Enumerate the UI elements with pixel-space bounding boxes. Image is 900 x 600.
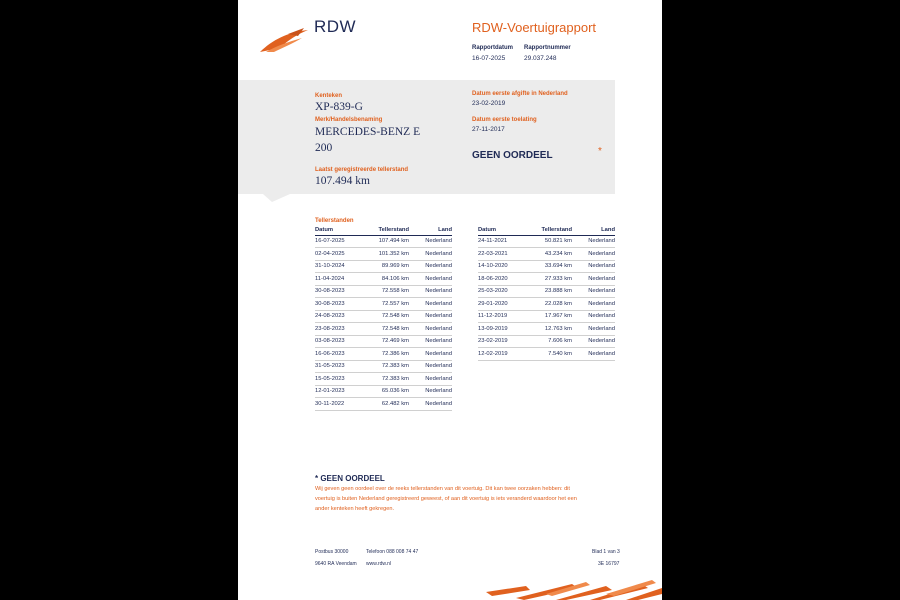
note-line1: Wij geven geen oordeel over de reeks tellerstanden van dit voertuig. Dit kan twee oorzaken hebben: dit [315,486,570,492]
report-date-label: Rapportdatum [472,45,513,51]
row-date: 12-02-2019 [478,348,532,361]
report-page [238,0,662,600]
footer-website: www.rdw.nl [366,561,392,567]
row-country: Nederland [409,385,452,398]
row-reading: 43.234 km [532,248,572,261]
footer-code: 3E 16797 [598,561,620,567]
row-country: Nederland [409,373,452,386]
row-reading: 72.548 km [369,310,409,323]
row-country: Nederland [572,273,615,286]
row-reading: 72.386 km [369,348,409,361]
row-reading: 72.383 km [369,360,409,373]
row-date: 23-02-2019 [478,335,532,348]
box-corner-fold [260,190,290,202]
rdw-logo-icon [258,26,310,54]
table-row [478,323,615,336]
table-row [315,310,452,323]
row-country: Nederland [409,273,452,286]
col-date: Datum [478,227,532,235]
report-number-label: Rapportnummer [524,45,571,51]
table-row [478,248,615,261]
row-date: 25-03-2020 [478,285,532,298]
row-date: 29-01-2020 [478,298,532,311]
col-country: Land [409,227,452,235]
col-country: Land [572,227,615,235]
row-reading: 62.482 km [369,398,409,411]
row-date: 11-12-2019 [478,310,532,323]
row-reading: 22.028 km [532,298,572,311]
col-reading: Tellerstand [532,227,572,235]
row-country: Nederland [409,248,452,261]
table-row [315,235,452,248]
row-date: 11-04-2024 [315,273,369,286]
box-edge [238,80,263,194]
verdict: GEEN OORDEEL [472,150,553,161]
plate-value: XP-839-G [315,101,363,113]
row-country: Nederland [409,285,452,298]
row-reading: 89.969 km [369,260,409,273]
row-date: 14-10-2020 [478,260,532,273]
row-date: 30-08-2023 [315,298,369,311]
table-row [315,273,452,286]
readings-table-left [315,227,452,411]
row-country: Nederland [409,310,452,323]
row-reading: 23.888 km [532,285,572,298]
make-label: Merk/Handelsbenaming [315,117,383,123]
row-reading: 72.548 km [369,323,409,336]
plate-label: Kenteken [315,93,343,99]
row-country: Nederland [409,348,452,361]
table-row [478,235,615,248]
row-reading: 7.606 km [532,335,572,348]
table-row [478,273,615,286]
footer-phone: Telefoon 088 008 74 47 [366,549,419,555]
row-reading: 33.694 km [532,260,572,273]
table-row [478,285,615,298]
table-row [315,260,452,273]
row-reading: 65.036 km [369,385,409,398]
table-row [478,260,615,273]
row-country: Nederland [572,248,615,261]
note-line3: ander kenteken heeft gekregen. [315,506,394,512]
row-country: Nederland [572,260,615,273]
table-row [478,348,615,361]
report-number: 29.037.248 [524,55,557,62]
table-row [315,335,452,348]
table-row [315,385,452,398]
make-value-line1: MERCEDES-BENZ E [315,126,421,138]
footer-page: Blad 1 van 3 [592,549,620,555]
row-country: Nederland [572,310,615,323]
report-title: RDW-Voertuigrapport [472,20,597,35]
footer-city: 9640 RA Veendam [315,561,357,567]
row-reading: 12.763 km [532,323,572,336]
row-reading: 72.558 km [369,285,409,298]
row-country: Nederland [409,298,452,311]
row-date: 12-01-2023 [315,385,369,398]
row-country: Nederland [409,260,452,273]
row-reading: 84.106 km [369,273,409,286]
row-reading: 7.540 km [532,348,572,361]
row-reading: 101.352 km [369,248,409,261]
row-country: Nederland [572,348,615,361]
row-date: 22-03-2021 [478,248,532,261]
table-row [315,360,452,373]
row-date: 30-08-2023 [315,285,369,298]
table-row [478,298,615,311]
row-reading: 72.469 km [369,335,409,348]
row-reading: 72.557 km [369,298,409,311]
table-row [315,298,452,311]
row-date: 23-08-2023 [315,323,369,336]
row-country: Nederland [572,285,615,298]
row-country: Nederland [409,335,452,348]
make-value-line2: 200 [315,142,333,154]
readings-title: Tellerstanden [315,218,354,224]
row-reading: 72.383 km [369,373,409,386]
col-reading: Tellerstand [369,227,409,235]
table-row [315,285,452,298]
row-date: 30-11-2022 [315,398,369,411]
row-reading: 17.967 km [532,310,572,323]
row-date: 16-06-2023 [315,348,369,361]
row-country: Nederland [409,323,452,336]
first-nl-value: 23-02-2019 [472,100,506,107]
row-date: 18-06-2020 [478,273,532,286]
table-row [478,335,615,348]
row-date: 24-08-2023 [315,310,369,323]
row-country: Nederland [572,235,615,248]
row-date: 13-09-2019 [478,323,532,336]
row-country: Nederland [572,323,615,336]
row-country: Nederland [572,335,615,348]
first-admission-value: 27-11-2017 [472,126,505,133]
row-reading: 27.933 km [532,273,572,286]
table-row [315,373,452,386]
note-line2: voertuig is buiten Nederland geregistreerd geweest, of aan dit voertuig is iets veranderd waardoor het een [315,496,577,502]
row-reading: 50.821 km [532,235,572,248]
table-row [315,348,452,361]
row-date: 31-10-2024 [315,260,369,273]
row-date: 03-08-2023 [315,335,369,348]
row-country: Nederland [572,298,615,311]
note-title: * GEEN OORDEEL [315,474,385,483]
readings-table-right [478,227,615,361]
footer-postbus: Postbus 30000 [315,549,349,555]
odometer-value: 107.494 km [315,175,370,187]
brand-name: RDW [314,17,357,36]
verdict-mark: * [598,146,602,157]
row-date: 15-05-2023 [315,373,369,386]
report-date: 16-07-2025 [472,55,506,62]
table-row [315,248,452,261]
row-country: Nederland [409,398,452,411]
first-nl-label: Datum eerste afgifte in Nederland [472,91,568,97]
col-date: Datum [315,227,369,235]
row-reading: 107.494 km [369,235,409,248]
table-row [315,398,452,411]
table-row [315,323,452,336]
row-country: Nederland [409,235,452,248]
table-row [478,310,615,323]
row-country: Nederland [409,360,452,373]
decorative-stripes-icon [486,578,662,600]
row-date: 02-04-2025 [315,248,369,261]
row-date: 24-11-2021 [478,235,532,248]
odometer-label: Laatst geregistreerde tellerstand [315,167,409,173]
first-admission-label: Datum eerste toelating [472,117,537,123]
row-date: 16-07-2025 [315,235,369,248]
row-date: 31-05-2023 [315,360,369,373]
